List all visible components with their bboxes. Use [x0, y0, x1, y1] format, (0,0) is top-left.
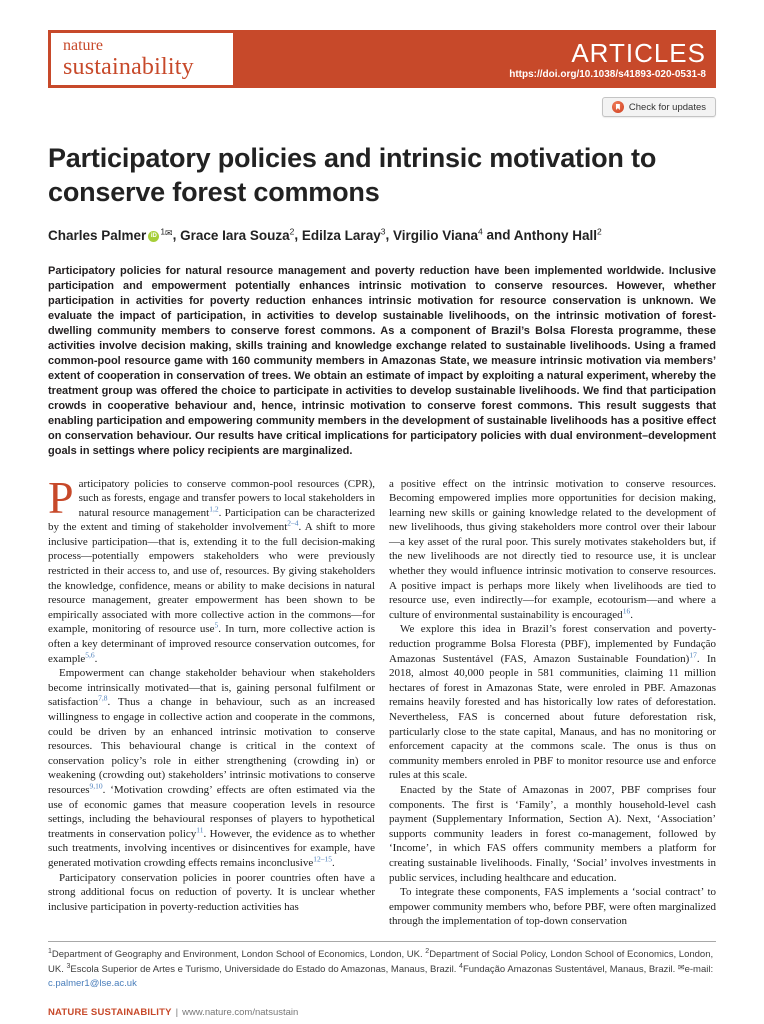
footer-url[interactable]: www.nature.com/natsustain: [182, 1007, 299, 1019]
check-for-updates-row: [48, 97, 716, 117]
journal-logo: [51, 33, 233, 85]
reference-superscript[interactable]: 5: [214, 620, 219, 630]
section-label: ARTICLES: [571, 37, 706, 68]
reference-superscript[interactable]: 5,6: [85, 649, 95, 659]
body-paragraph: Participatory policies to conserve common-pool resources (CPR), such as forests, engage and transfer powers to local stakeholders in natural resource management$^{1,2}$. Participation can be characterized by the extent and timing of stakeholder involvement$^{2-4}$. A shift to more inclusive participation—that is, extending it to the full decision-making process—potentially empowers stakeholders who were previously restricted in their access to, and use of, resources. By giving stakeholders the knowledge, confidence, means or ability to make decisions in natural resource management, greater empowerment has been shown to be empirically associated with more collective action in the commons—for example, monitoring of resource use$^5$. In turn, more collective action is often a key determinant of improved resource conservation outcomes, for example$^{5,6}$.: [48, 471, 376, 665]
body-paragraph: Enacted by the State of Amazonas in 2007, PBF comprises four components. The first is ‘Family’, a monthly household-level cash payment (Supplementary Information, Section A). Next, ‘Association’ supports community leaders in forest co-management, followed by ‘Income’, in which FAS offers community members a platform for creating sustainable livelihoods. Finally, ‘Social’ involves investments in public services, including healthcare and education.: [389, 783, 716, 884]
reference-superscript[interactable]: 17: [689, 649, 697, 659]
reference-superscript[interactable]: 11: [196, 825, 204, 835]
check-for-updates-button[interactable]: [602, 97, 716, 117]
author-affiliation-superscript: 2: [289, 226, 295, 236]
body-paragraph: Participatory conservation policies in poorer countries often have a strong additional focus on reduction of poverty. It is unclear whether inclusive participation in poverty-reduction activities has: [48, 871, 375, 913]
reference-superscript[interactable]: 16: [622, 606, 631, 616]
author-affiliation-superscript: 1: [160, 226, 166, 236]
author-list: Charles Palmer iD $^{1✉}$, Grace Iara Souza$^2$, Edilza Laray$^3$, Virgilio Viana$^4$ and Anthony Hall$^2$: [48, 226, 602, 243]
journal-logo-line2: sustainability: [63, 54, 194, 80]
article-body: [48, 471, 716, 929]
page-footer: [48, 1007, 716, 1018]
journal-banner: [48, 30, 716, 88]
author-name: Edilza Laray$^3$: [301, 226, 386, 243]
affiliations-text: $^1$Department of Geography and Environment, London School of Economics, London, UK. $^2$Department of Social Policy, London School of Economics, London, UK. $^3$Escola Superior de Artes e Turismo, Universidade do Estado do Amazonas, Manaus, Brazil. $^4$Fundação Amazonas Sustentável, Manaus, Brazil.: [48, 947, 714, 976]
body-paragraph: We explore this idea in Brazil’s forest conservation and poverty-reduction programme Bolsa Floresta (PBF), implemented by Fundação Amazonas Sustentável (FAS, Amazon Sustainable Foundation)$^{17}$. In 2018, almost 40,000 people in 581 communities, claiming 11 million hectares of forest in Amazonas State, were enroled in PBF. Amazonas remains heavily forested and has historically low rates of deforestation. Nevertheless, FAS is concerned about future deforestation risk, particularly close to the state capital, Manaus, and has no monitoring or enforcement capacity at the commons scale. The onus is thus on community members enroled in PBF to monitor resource use and enforce rules at this scale.: [389, 623, 716, 782]
author-name: Charles Palmer iD $^{1✉}$: [48, 226, 173, 243]
footer-separator: |: [175, 1007, 179, 1019]
body-column-right: [389, 477, 716, 929]
body-column-left: [48, 471, 376, 929]
article-title: Participatory policies and intrinsic motivation to conserve forest commons: [48, 143, 657, 207]
banner-right: [509, 30, 716, 88]
body-paragraph: a positive effect on the intrinsic motivation to conserve resources. Becoming empowered implies more opportunities for decision making, learning new skills or gaining knowledge related to the development of new livelihoods, thus giving stakeholders more control over their labour—a key asset of the rural poor. This surely motivates stakeholders but, if the new livelihoods are not directly tied to resource use, it is unclear whether they would influence intrinsic motivation to conserve resources. A positive impact is perhaps more likely when livelihoods are tied to resource use, even indirectly—for example, ecotourism—and where a culture of environmental sustainability is encouraged$^{16}$.: [389, 477, 716, 621]
email-link[interactable]: c.palmer1@lse.ac.uk: [48, 977, 137, 989]
journal-logo-line1: nature: [63, 37, 103, 54]
reference-superscript[interactable]: 1: [48, 947, 52, 955]
orcid-icon[interactable]: iD: [148, 231, 159, 242]
footnote-divider: [48, 941, 716, 942]
reference-superscript[interactable]: 1,2: [209, 504, 219, 514]
abstract: Participatory policies for natural resource management and poverty reduction have been implemented worldwide. Inclusive participation and empowerment potentially enhances intrinsic motivation to conserve resources. However, whether participation in activities for poverty reduction enhances intrinsic motivation for resource conservation is unknown. We evaluate the impact of participation, in activities to develop sustainable livelihoods, on the intrinsic motivation of forest-dwelling community members to conserve forest commons. As a component of Brazil’s Bolsa Floresta programme, these activities involve decision making, skills training and knowledge exchange related to sustainable livelihoods. Using a framed common-pool resource game with 160 community members in Amazonas State, we measure intrinsic motivation via members’ extent of cooperation in conservation of trees. We obtain an estimate of impact by exploiting a natural experiment, whereby the treatment group was offered the choice to participate in activities to develop sustainable livelihoods. We find that participation crowds in cooperative behaviour and, hence, intrinsic motivation to conserve forest commons. This result suggests that enabling participation and empowering community members in the development of sustainable livelihoods has a positive effect on conservation behaviour. Our results have critical implications for participatory policies with dual environment–development goals in settings where policy recipients are marginalized.: [48, 264, 716, 457]
crossmark-icon: [612, 101, 624, 113]
doi-link[interactable]: https://doi.org/10.1038/s41893-020-0531-8: [509, 68, 706, 80]
reference-superscript[interactable]: 12–15: [313, 854, 332, 864]
author-affiliation-superscript: 4: [478, 226, 483, 236]
author-name: Anthony Hall$^2$: [513, 226, 602, 243]
email-label: e-mail:: [684, 964, 714, 976]
reference-superscript[interactable]: 2: [425, 947, 430, 955]
body-paragraph: To integrate these components, FAS implements a ‘social contract’ to empower community members who, before PBF, were often marginalized through the implementation of top-down conservation: [389, 886, 716, 928]
reference-superscript[interactable]: 3: [66, 963, 71, 971]
author-affiliation-superscript: 3: [380, 226, 386, 236]
reference-superscript[interactable]: 4: [459, 963, 463, 971]
email-icon: ✉: [677, 963, 685, 973]
drop-cap: P: [48, 471, 74, 523]
reference-superscript[interactable]: 9,10: [89, 781, 103, 791]
check-for-updates-label: Check for updates: [628, 101, 706, 113]
corresponding-author-email-icon[interactable]: ✉: [165, 227, 173, 238]
author-affiliation-superscript: 2: [597, 226, 602, 236]
body-paragraph: Empowerment can change stakeholder behaviour when stakeholders become intrinsically motivated—that is, gaining personal fulfilment or satisfaction$^{7,8}$. Thus a change in behaviour, such as an increased willingness to engage in collective action and cooperate in the commons, could be driven by an enhanced intrinsic motivation to conserve resources. This behavioural change is critical in the context of conservation policy’s role in either strengthening (crowding in) or weakening (crowding out) stakeholders’ intrinsic motivations to conserve resources$^{9,10}$. ‘Motivation crowding’ effects are often estimated via the use of economic games that measure cooperation levels in resource settings, including the behavioural responses of players to hypothetical treatments in conservation policy$^{11}$. However, the evidence as to whether such treatments, involving incentives or disincentives for example, have generated motivation crowding effects remains inconclusive$^{12-15}$.: [48, 667, 376, 869]
reference-superscript[interactable]: 7,8: [98, 693, 108, 703]
reference-superscript[interactable]: 2–4: [287, 518, 299, 528]
footer-journal-name: NATURE SUSTAINABILITY: [48, 1007, 172, 1019]
author-name: Virgilio Viana$^4$: [392, 226, 483, 243]
affiliations-footnote: [48, 948, 716, 991]
author-name: Grace Iara Souza$^2$: [180, 226, 295, 243]
